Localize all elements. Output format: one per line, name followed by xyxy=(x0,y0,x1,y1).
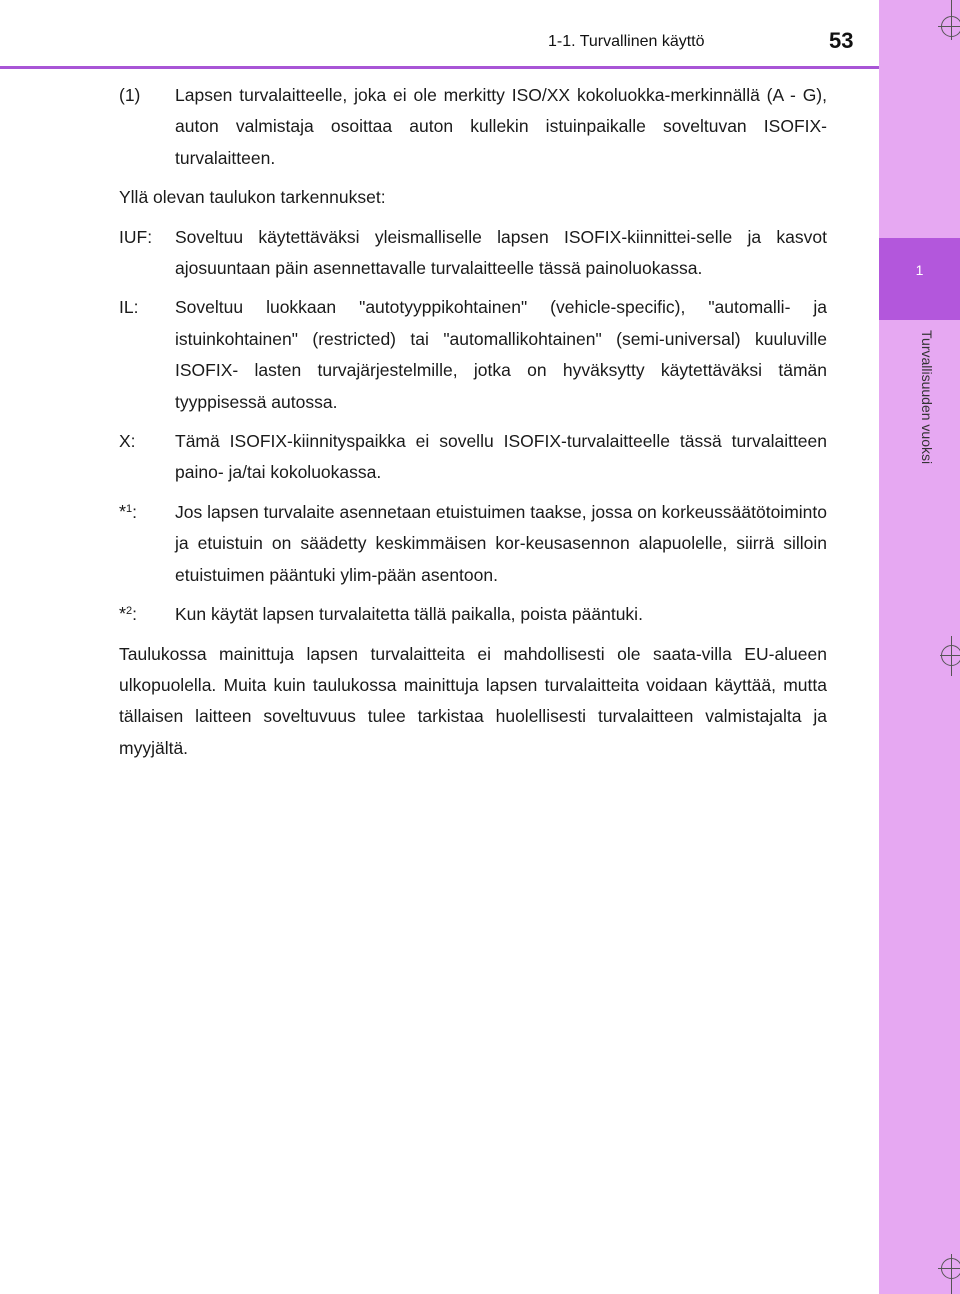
footnote-number: 2 xyxy=(126,605,133,618)
footnote-marker xyxy=(119,497,175,591)
asterisk: * xyxy=(119,604,127,625)
entry-iuf xyxy=(119,222,827,285)
entry-item-1 xyxy=(119,80,827,174)
section-title: 1-1. Turvallinen käyttö xyxy=(548,33,705,50)
entry-text: Soveltuu käytettäväksi yleismalliselle lapsen ISOFIX-kiinnittei-selle ja kasvot ajosuuntaan päin asennettavalle turvalaitteelle tässä painoluokassa. xyxy=(175,226,827,279)
entry-label: IUF: xyxy=(119,226,153,247)
entry-label: (1) xyxy=(119,85,141,105)
crop-mark xyxy=(941,645,960,666)
body-text xyxy=(119,80,827,772)
entry-il xyxy=(119,292,827,418)
entry-text: Lapsen turvalaitteelle, joka ei ole merkitty ISO/XX kokoluokka-merkinnällä (A - G), auton valmistaja osoittaa auton kullekin istuinpaikalle soveltuvan ISOFIX-turvalaitteen. xyxy=(175,85,827,168)
footnote-colon: : xyxy=(132,501,138,522)
entry-label: IL: xyxy=(119,297,139,318)
footnote-colon: : xyxy=(132,604,138,625)
footnote-1 xyxy=(119,497,827,591)
chapter-title: Turvallisuuden vuoksi xyxy=(919,330,935,465)
asterisk: * xyxy=(119,501,127,522)
entry-label: X: xyxy=(119,431,136,452)
watermark: carmanualsonline.info xyxy=(630,1260,870,1285)
footnote-number: 1 xyxy=(126,502,133,515)
page-number: 53 xyxy=(829,28,854,53)
chapter-tab-number: 1 xyxy=(915,262,924,278)
crop-mark xyxy=(941,1258,960,1279)
entry-text: Tämä ISOFIX-kiinnityspaikka ei sovellu ISOFIX-turvalaitteelle tässä turvalaitteen paino- ja/tai kokoluokassa. xyxy=(175,431,827,483)
footnote-text: Jos lapsen turvalaite asennetaan etuistuimen taakse, jossa on korkeussäätötoiminto ja etuistuin on säädetty keskimmäisen kor-keusasennon alapuolelle, siirrä silloin etuistuimen pääntuki ylim-pään asentoon. xyxy=(175,501,827,585)
chapter-tab xyxy=(879,238,960,320)
header-rule xyxy=(0,66,879,69)
closing-paragraph: Taulukossa mainittuja lapsen turvalaitteita ei mahdollisesti ole saata-villa EU-alueen ulkopuolella. Muita kuin taulukossa mainittuja lapsen turvalaitteita voidaan käyttää, mutta tällaisen laitteen soveltuvuus tulee tarkistaa huolellisesti turvalaitteen valmistajalta ja myyjältä. xyxy=(119,643,827,758)
footnote-2 xyxy=(119,599,827,630)
intro-paragraph: Yllä olevan taulukon tarkennukset: xyxy=(119,187,386,208)
crop-mark xyxy=(941,16,960,37)
footnote-text: Kun käytät lapsen turvalaitetta tällä paikalla, poista pääntuki. xyxy=(175,604,643,625)
entry-x xyxy=(119,426,827,489)
entry-text: Soveltuu luokkaan "autotyyppikohtainen" (vehicle-specific), "automalli- ja istuinkohtainen" (restricted) tai "automallikohtainen" (semi-universal) kuuluville ISOFIX- lasten turvajärjestelmille, jotka on hyväksytty käytettäväksi tämän tyyppisessä autossa. xyxy=(175,297,827,412)
footnote-marker xyxy=(119,599,175,630)
